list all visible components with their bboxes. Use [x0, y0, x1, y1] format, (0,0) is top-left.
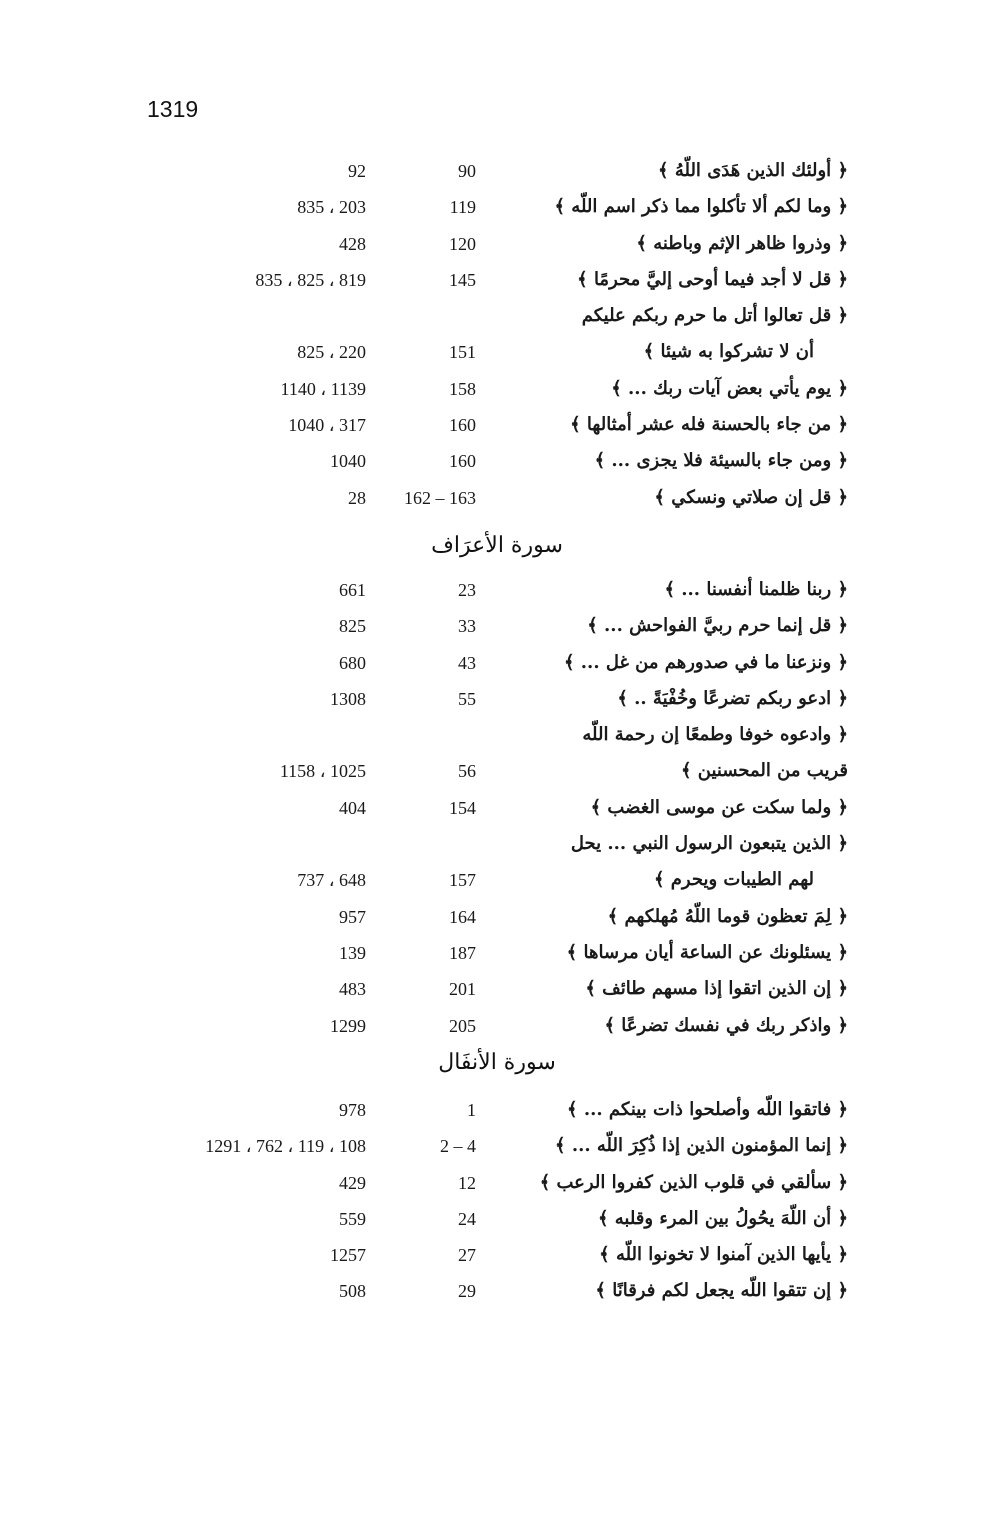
index-row	[0, 572, 986, 608]
ayah-number: 24	[458, 1208, 476, 1229]
page-number: 1319	[147, 96, 199, 122]
page-references: 404	[339, 797, 366, 818]
verse-text: ﴿ لِمَ تعظون قوما اللّهُ مُهلكهم ﴾	[607, 905, 848, 927]
index-row	[0, 681, 986, 717]
verse-text: ﴿ إن تتقوا اللّه يجعل لكم فرقانًا ﴾	[595, 1280, 848, 1302]
index-row	[0, 262, 986, 298]
index-row	[0, 608, 986, 644]
index-row	[0, 971, 986, 1007]
ayah-number: 164	[449, 906, 476, 927]
index-row	[0, 1165, 986, 1201]
verse-text: ﴿ وذروا ظاهر الإثم وباطنه ﴾	[636, 232, 848, 254]
ayah-number: 27	[458, 1245, 476, 1266]
page-references: 1139 ، 1140	[280, 378, 366, 399]
index-row	[0, 1237, 986, 1273]
index-row	[0, 899, 986, 935]
page-references: 957	[339, 906, 366, 927]
ayah-number: 90	[458, 161, 476, 181]
index-section	[0, 153, 986, 516]
verse-text: ﴿ أولئك الذين هَدَى اللّهُ ﴾	[658, 160, 848, 181]
index-row	[0, 443, 986, 479]
verse-text: ﴿ سألقي في قلوب الذين كفروا الرعب ﴾	[539, 1171, 848, 1193]
index-row	[0, 717, 986, 753]
index-row	[0, 298, 986, 334]
ayah-number: 23	[458, 580, 476, 600]
ayah-number: 2 – 4	[440, 1136, 476, 1157]
index-row	[0, 790, 986, 826]
page-references: 508	[339, 1281, 366, 1302]
index-section	[0, 572, 986, 1044]
index-row	[0, 1201, 986, 1237]
ayah-number: 120	[449, 233, 476, 254]
index-row	[0, 826, 986, 862]
surah-heading	[0, 1043, 986, 1083]
page-references: 978	[339, 1100, 366, 1120]
surah-heading-text: سورة الأنفَال	[438, 1050, 556, 1075]
index-section	[0, 1092, 986, 1310]
verse-text: ﴿ قل إن صلاتي ونسكي ﴾	[654, 486, 848, 508]
index-row	[0, 862, 986, 898]
page-references: 428	[339, 233, 366, 254]
page-references: 1025 ، 1158	[279, 761, 366, 782]
ayah-number: 29	[458, 1281, 476, 1302]
verse-text: ﴿ وما لكم ألا تأكلوا مما ذكر اسم اللّه ﴾	[554, 196, 848, 218]
ayah-number: 201	[449, 979, 476, 1000]
verse-text: ﴿ قل تعالوا أتل ما حرم ربكم عليكم	[581, 305, 848, 327]
ayah-number: 119	[449, 197, 476, 218]
verse-text: ﴿ يسئلونك عن الساعة أيان مرساها ﴾	[566, 941, 848, 963]
page-references: 1257	[330, 1245, 366, 1266]
page-references: 819 ، 825 ، 835	[255, 269, 366, 290]
verse-text: ﴿ فاتقوا اللّه وأصلحوا ذات بينكم ... ﴾	[567, 1099, 848, 1120]
verse-text: ﴿ من جاء بالحسنة فله عشر أمثالها ﴾	[570, 414, 848, 436]
page-references: 139	[339, 942, 366, 963]
ayah-number: 145	[449, 269, 476, 290]
index-row	[0, 1092, 986, 1128]
verse-text: ﴿ يأيها الذين آمنوا لا تخونوا اللّه ﴾	[599, 1244, 848, 1266]
ayah-number: 162 – 163	[404, 487, 476, 508]
surah-heading-text: سورة الأعرَاف	[431, 533, 563, 558]
verse-text: ﴿ واذكر ربك في نفسك تضرعًا ﴾	[604, 1014, 848, 1036]
ayah-number: 158	[449, 378, 476, 399]
page-references: 1040	[330, 451, 366, 472]
page-references: 1299	[330, 1015, 366, 1036]
verse-text: ﴿ وادعوه خوفا وطمعًا إن رحمة اللّه	[582, 724, 848, 746]
ayah-number: 151	[449, 342, 476, 363]
verse-text: ﴿ ولما سكت عن موسى الغضب ﴾	[590, 796, 848, 818]
verse-text: ﴿ إنما المؤمنون الذين إذا ذُكِرَ اللّه ... ﴾	[555, 1135, 848, 1157]
verse-text: أن لا تشركوا به شيئا ﴾	[643, 341, 814, 363]
index-row	[0, 334, 986, 370]
verse-text: ﴿ أن اللّهَ يحُولُ بين المرء وقلبه ﴾	[597, 1207, 848, 1229]
index-row	[0, 1008, 986, 1044]
index-row	[0, 753, 986, 789]
ayah-number: 160	[449, 415, 476, 436]
index-row	[0, 189, 986, 225]
ayah-number: 12	[458, 1172, 476, 1193]
ayah-number: 33	[458, 616, 476, 637]
index-row	[0, 645, 986, 681]
index-row	[0, 226, 986, 262]
verse-text: قريب من المحسنين ﴾	[680, 760, 848, 782]
index-row	[0, 480, 986, 516]
index-row	[0, 1128, 986, 1164]
verse-text: ﴿ ونزعنا ما في صدورهم من غل ... ﴾	[563, 651, 848, 673]
page-references: 825	[339, 616, 366, 637]
index-row	[0, 371, 986, 407]
index-row	[0, 1273, 986, 1309]
verse-text: ﴿ قل لا أجد فيما أوحى إليَّ محرمًا ﴾	[577, 268, 848, 290]
page-references: 661	[339, 580, 366, 600]
index-row	[0, 153, 986, 189]
ayah-number: 1	[467, 1100, 476, 1120]
index-row	[0, 407, 986, 443]
page-references: 220 ، 825	[297, 342, 366, 363]
page-references: 28	[348, 487, 366, 508]
page-references: 559	[339, 1208, 366, 1229]
page-references: 680	[339, 652, 366, 673]
ayah-number: 160	[449, 451, 476, 472]
ayah-number: 187	[449, 942, 476, 963]
verse-text: ﴿ ومن جاء بالسيئة فلا يجزى ... ﴾	[594, 450, 848, 472]
page-references: 429	[339, 1172, 366, 1193]
verse-text: ﴿ الذين يتبعون الرسول النبي ... يحل	[570, 833, 848, 855]
ayah-number: 154	[449, 797, 476, 818]
verse-text: ﴿ ربنا ظلمنا أنفسنا ... ﴾	[664, 579, 848, 600]
page-references: 648 ، 737	[297, 870, 366, 891]
verse-text: ﴿ يوم يأتي بعض آيات ربك ... ﴾	[611, 377, 848, 399]
verse-text: ﴿ إن الذين اتقوا إذا مسهم طائف ﴾	[585, 978, 848, 1000]
page-references: 1308	[330, 688, 366, 709]
page-references: 317 ، 1040	[288, 415, 366, 436]
verse-text: ﴿ قل إنما حرم ربيَّ الفواحش ... ﴾	[587, 615, 848, 637]
index-row	[0, 935, 986, 971]
ayah-number: 55	[458, 688, 476, 709]
verse-text: ﴿ ادعو ربكم تضرعًا وخُفْيَةً .. ﴾	[617, 687, 848, 709]
surah-heading	[0, 526, 986, 566]
ayah-number: 157	[449, 870, 476, 891]
verse-text: لهم الطيبات ويحرم ﴾	[653, 869, 814, 891]
ayah-number: 205	[449, 1015, 476, 1036]
page-references: 203 ، 835	[297, 197, 366, 218]
page-references: 108 ، 119 ، 762 ، 1291	[205, 1136, 366, 1157]
ayah-number: 43	[458, 652, 476, 673]
page-references: 483	[339, 979, 366, 1000]
page-references: 92	[348, 161, 366, 181]
ayah-number: 56	[458, 761, 476, 782]
